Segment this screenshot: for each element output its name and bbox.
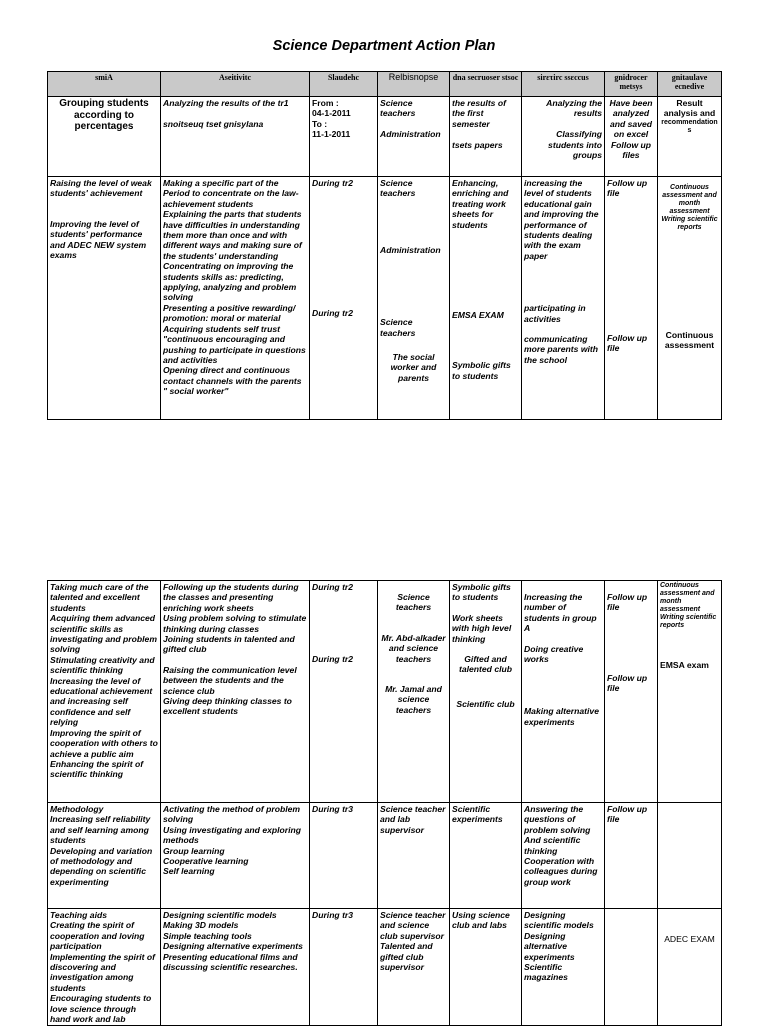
aims-text: Methodology Increasing self reliability and self learning among students Developing and variation of methodology and depending on scientific experimenting [50, 804, 153, 887]
cell-evidence [658, 581, 722, 803]
resources-text: Symbolic gifts to students [452, 582, 511, 603]
schedule-text: During tr3 [312, 804, 354, 814]
cell-recording [605, 177, 658, 420]
cell-recording [605, 909, 658, 1026]
resources-text: Enhancing, enriching and treating work sheets for students [452, 178, 509, 230]
criteria-text: Analyzing the results Classifying students into groups [546, 98, 602, 161]
resources-text: Scientific club [456, 698, 515, 709]
cell-schedule [310, 909, 378, 1026]
cell-responsible [378, 909, 450, 1026]
header-aims: smiA [48, 72, 161, 97]
cell-resources [450, 909, 522, 1026]
cell-responsible [378, 803, 450, 909]
table-header-row [48, 72, 722, 97]
cell-responsible [378, 581, 450, 803]
responsible-text: Science teachers [395, 592, 432, 613]
cell-responsible [378, 97, 450, 177]
aims-text: Grouping students according to percentages [59, 98, 149, 132]
header-resources: dna secruoser stsoc [450, 72, 522, 97]
header-evidence: gnitaulave ecnedive [658, 72, 722, 97]
schedule-text: During tr2 [312, 178, 354, 188]
cell-activities [161, 581, 310, 803]
header-criteria: sirετirc ssεccus [522, 72, 605, 97]
responsible-text: Science teachers [380, 178, 416, 199]
responsible-text: Science teacher and lab supervisor [380, 804, 446, 835]
responsible-text: Mr. Abd-alkader and science teachers [381, 632, 446, 664]
action-plan-table-1 [47, 71, 722, 420]
responsible-text: Science teacher and science club supervisor Talented and gifted club supervisor [380, 910, 446, 973]
criteria-text: Making alternative experiments [524, 706, 599, 727]
cell-schedule [310, 177, 378, 420]
cell-activities [161, 803, 310, 909]
cell-evidence [658, 803, 722, 909]
responsible-text: The social worker and parents [390, 352, 437, 383]
resources-text: EMSA EXAM [452, 310, 504, 321]
aims-text: Teaching aids Creating the spirit of cooperation and loving participation Implementing the spirit of discovering and investigation among students Encouraging students to love science through hand work and lab [50, 910, 156, 1025]
evidence-text: EMSA exam [660, 660, 709, 670]
evidence-text: Continuous assessment [664, 330, 715, 351]
evidence-subtext: recommendations [661, 118, 718, 134]
evidence-text: Continuous assessment and month assessment Writing scientific reports [661, 184, 718, 231]
schedule-text: During tr2 [312, 654, 354, 665]
cell-resources [450, 97, 522, 177]
recording-text: Follow up file [607, 332, 648, 354]
cell-aims [48, 909, 161, 1026]
table-row [48, 581, 722, 803]
header-recording: gnidrocer metsys [605, 72, 658, 97]
schedule-text: During tr2 [312, 308, 354, 319]
table-row [48, 909, 722, 1026]
cell-recording [605, 803, 658, 909]
responsible-text: Administration [380, 244, 441, 255]
cell-aims [48, 581, 161, 803]
cell-responsible [378, 177, 450, 420]
cell-criteria [522, 909, 605, 1026]
evidence-text: ADEC EXAM [664, 934, 715, 944]
activities-text: Activating the method of problem solving Using investigating and exploring methods Group learning Cooperative learning Self learning [163, 804, 301, 877]
criteria-text: increasing the level of students educational gain and improving the performance of students dealing with the exam paper [524, 178, 599, 261]
cell-criteria [522, 581, 605, 803]
header-responsible: Relbisnopse [378, 72, 450, 97]
evidence-text: Result analysis and [663, 98, 716, 119]
resources-text: Scientific experiments [452, 804, 503, 825]
criteria-text: communicating more parents with the school [524, 334, 599, 365]
cell-criteria [522, 803, 605, 909]
activities-text: Designing scientific models Making 3D models Simple teaching tools Designing alternative experiments Presenting educational films and discussing scientific researches. [163, 910, 303, 973]
criteria-text: Increasing the number of students in group A [524, 592, 597, 634]
cell-evidence [658, 909, 722, 1026]
resources-text: Work sheets with high level thinking [452, 612, 512, 644]
cell-aims [48, 803, 161, 909]
recording-text: Follow up file [607, 672, 648, 694]
aims-text: Taking much care of the talented and excellent students Acquiring them advanced scientific skills as investigating and problem solving Stimulating creativity and scientific thinking Increasing the level of educational achievement and increasing self confidence and self relying Improving the spirit of cooperation with others to achieve a public aim Enhancing the spirit of scientific thinking [50, 582, 158, 780]
cell-criteria [522, 97, 605, 177]
cell-schedule [310, 97, 378, 177]
recording-text: Follow up file [607, 592, 648, 613]
cell-resources [450, 581, 522, 803]
action-plan-table-2 [47, 580, 722, 1026]
activities-text: Following up the students during the classes and presenting enriching work sheets Using problem solving to stimulate thinking during classes Joining students in talented and gifted club [163, 582, 307, 655]
page-title: Science Department Action Plan [272, 38, 496, 54]
criteria-text: participating in activities [524, 303, 586, 324]
resources-text: Using science club and labs [452, 910, 510, 931]
recording-text: Have been analyzed and saved on excel Follow up files [609, 98, 653, 161]
cell-evidence [658, 177, 722, 420]
activities-text: Raising the communication level between the students and the science club Giving deep thinking classes to excellent students [163, 664, 297, 717]
table-row [48, 177, 722, 420]
resources-text: the results of the first semester tsets papers [452, 98, 506, 150]
schedule-text: During tr2 [312, 582, 354, 592]
responsible-text: Science teachers Administration [380, 98, 441, 140]
cell-schedule [310, 803, 378, 909]
activities-text: Analyzing the results of the tr1 snoitseuq tset gnisylana [163, 98, 289, 129]
evidence-text: Continuous assessment and month assessment Writing scientific reports [660, 582, 717, 629]
cell-activities [161, 177, 310, 420]
table-row [48, 803, 722, 909]
resources-text: Symbolic gifts to students [452, 360, 511, 381]
header-activities: Aseitivitc [161, 72, 310, 97]
criteria-text: Designing scientific models Designing alternative experiments Scientific magazines [524, 910, 594, 983]
cell-schedule [310, 581, 378, 803]
criteria-text: Doing creative works [524, 643, 584, 665]
cell-resources [450, 803, 522, 909]
cell-evidence [658, 97, 722, 177]
schedule-text: During tr3 [312, 910, 354, 920]
responsible-text: Science teachers [380, 317, 416, 338]
responsible-text: Mr. Jamal and science teachers [385, 684, 442, 715]
activities-text: Making a specific part of the Period to concentrate on the law-achievement students Explaining the parts that students have difficulties in understanding them more than once and with different ways and making sure of the students' understanding Concentrating on improving the students skills as: predicting, applying, analyzing and problem solving Presenting a positive rewarding/ promotion: moral or material Acquiring students self trust "continuous encouraging and pushing to participate in questions and activities Opening direct and continuous contact channels with the parents " social worker" [163, 178, 306, 397]
cell-aims [48, 177, 161, 420]
cell-activities [161, 97, 310, 177]
cell-recording [605, 581, 658, 803]
cell-resources [450, 177, 522, 420]
criteria-text: Answering the questions of problem solving And scientific thinking Cooperation with colleagues during group work [524, 804, 598, 887]
cell-criteria [522, 177, 605, 420]
table-row [48, 97, 722, 177]
recording-text: Follow up file [607, 178, 648, 199]
resources-text: Gifted and talented club [458, 654, 512, 675]
recording-text: Follow up file [607, 804, 648, 825]
aims-text: Raising the level of weak students' achievement [50, 178, 152, 199]
cell-activities [161, 909, 310, 1026]
cell-recording [605, 97, 658, 177]
aims-text: Improving the level of students' performance and ADEC NEW system exams [50, 218, 147, 261]
schedule-text: From : 04-1-2011 To : 11-1-2011 [312, 98, 351, 140]
header-schedule: Slaudehc [310, 72, 378, 97]
cell-aims [48, 97, 161, 177]
